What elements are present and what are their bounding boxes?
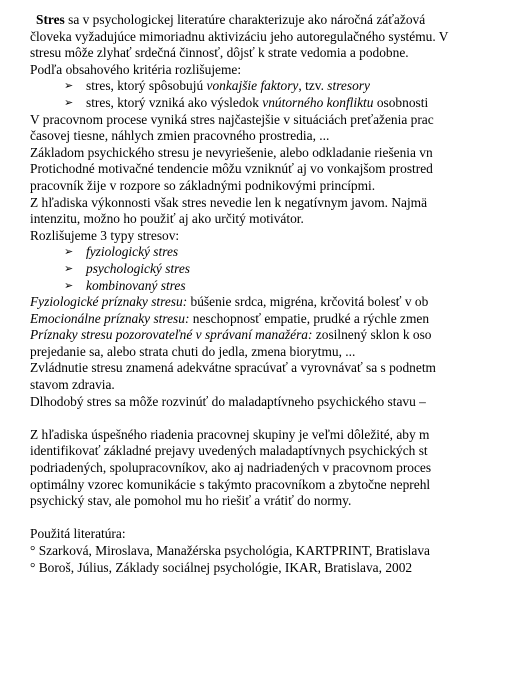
paragraph-stress-definition-line-2: človeka vyžadujúce mimoriadnu aktivizáciu jeho autoregulačného systému. V <box>30 28 449 44</box>
symptom-text: neschopnosť empatie, prudké a rýchle zmen <box>189 310 430 326</box>
text-segment-italic: vonkajšie faktory <box>206 78 299 94</box>
text-segment: sa v psychologickej literatúre charakterizuje ako náročná záťažová <box>64 12 426 27</box>
symptom-text: zosilnený sklon k oso <box>312 327 432 343</box>
text-segment-italic: vnútorného konfliktu <box>262 94 374 110</box>
paragraph-psychic-stress-line-3: pracovník žije v rozpore so základnými podnikovými princípmi. <box>30 177 376 193</box>
symptom-text: búšenie srdca, migréna, krčovitá bolesť v ob <box>187 294 429 310</box>
references-heading: Použitá literatúra: <box>30 526 126 542</box>
text-segment-italic: stresory <box>327 78 370 94</box>
criteria-intro: Podľa obsahového kritéria rozlišujeme: <box>30 61 242 77</box>
arrow-bullet-icon: ➢ <box>64 261 74 275</box>
symptom-label: Emocionálne príznaky stresu: <box>30 310 190 326</box>
type-bullet-2 <box>30 261 505 278</box>
symptom-label: Príznaky stresu pozorovateľné v správaní manažéra: <box>30 327 313 343</box>
document-body <box>30 12 505 576</box>
paragraph-management-line-4: optimálny vzorec komunikácie s takýmto pracovníkom a zbytočne neprehl <box>30 476 431 492</box>
paragraph-management-line-2: identifikovať základné prejavy uvedených maladaptívnych psychických st <box>30 443 428 459</box>
text-segment: osobnosti <box>373 94 429 110</box>
symptoms-behavioral-continued: prejedanie sa, alebo strata chuti do jedla, zmena biorytmu, ... <box>30 343 356 359</box>
type-bullet-1 <box>30 244 505 261</box>
paragraph-stress-definition-line-3: stresu môže zlyhať srdečná činnosť, dôjsť k strate vedomia a podobne. <box>30 45 409 61</box>
paragraph-psychic-stress-line-1: Základom psychického stresu je nevyriešenie, alebo odkladanie riešenia vn <box>30 144 433 160</box>
symptoms-behavioral <box>30 327 505 344</box>
criteria-bullet-1 <box>30 78 505 95</box>
text-segment: stres, ktorý spôsobujú <box>86 78 207 94</box>
paragraph-management-line-5: psychický stav, ale pomohol mu ho riešiť a vrátiť do normy. <box>30 493 352 509</box>
blank-line <box>30 410 505 427</box>
types-intro: Rozlišujeme 3 typy stresov: <box>30 227 180 243</box>
paragraph-stress-definition-line-1 <box>30 12 505 29</box>
type-label: kombinovaný stres <box>86 277 186 293</box>
reference-item-1: ° Szarková, Miroslava, Manažérska psychológia, KARTPRINT, Bratislava <box>30 543 430 558</box>
paragraph-management-line-1: Z hľadiska úspešného riadenia pracovnej skupiny je veľmi dôležité, aby m <box>30 426 430 442</box>
paragraph-work-process-line-1: V pracovnom procese vyniká stres najčastejšie v situáciách preťaženia prac <box>30 111 434 127</box>
paragraph-work-process-line-2: časovej tiesne, náhlych zmien pracovného prostredia, ... <box>30 128 330 144</box>
paragraph-management-line-3: podriadených, spolupracovníkov, ako aj nadriadených v pracovnom proces <box>30 460 432 476</box>
criteria-bullet-2 <box>30 95 505 112</box>
type-bullet-3 <box>30 278 505 295</box>
arrow-bullet-icon: ➢ <box>64 95 74 109</box>
paragraph-coping-line-2: stavom zdravia. <box>30 377 115 393</box>
arrow-bullet-icon: ➢ <box>64 278 74 292</box>
term-stres: Stres <box>36 12 65 27</box>
symptoms-physiological <box>30 294 505 311</box>
paragraph-psychic-stress-line-2: Protichodné motivačné tendencie môžu vzniknúť aj vo vonkajšom prostred <box>30 161 433 177</box>
paragraph-long-term-stress: Dlhodobý stres sa môže rozvinúť do maladaptívneho psychického stavu – <box>30 393 426 409</box>
text-segment: stres, ktorý vzniká ako výsledok <box>86 94 263 110</box>
paragraph-coping-line-1: Zvládnutie stresu znamená adekvátne spracúvať a vyrovnávať sa s podnetm <box>30 360 436 376</box>
type-label: psychologický stres <box>86 260 190 276</box>
blank-line <box>30 510 505 527</box>
paragraph-performance-line-2: intenzitu, možno ho použiť aj ako určitý motivátor. <box>30 211 304 227</box>
arrow-bullet-icon: ➢ <box>64 245 74 259</box>
arrow-bullet-icon: ➢ <box>64 79 74 93</box>
symptom-label: Fyziologické príznaky stresu: <box>30 294 188 310</box>
text-segment: , tzv. <box>298 78 328 94</box>
reference-item-2: ° Boroš, Július, Základy sociálnej psychológie, IKAR, Bratislava, 2002 <box>30 559 413 575</box>
symptoms-emotional <box>30 311 505 328</box>
paragraph-performance-line-1: Z hľadiska výkonnosti však stres nevedie len k negatívnym javom. Najmä <box>30 194 428 210</box>
type-label: fyziologický stres <box>86 244 179 260</box>
